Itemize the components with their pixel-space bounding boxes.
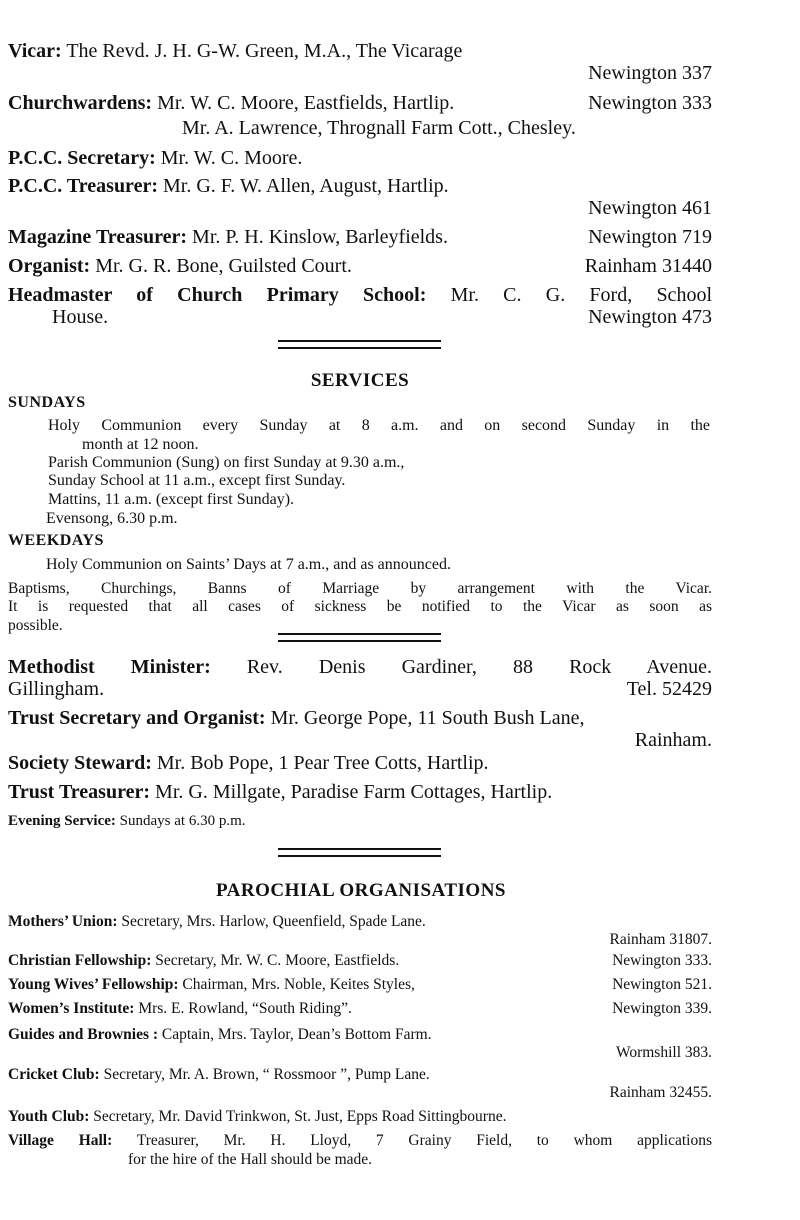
christian-fellowship-text: Secretary, Mr. W. C. Moore, Eastfields. [155,952,400,969]
mothers-union-phone: Rainham 31807. [609,931,712,948]
womens-institute-line [8,1000,712,1018]
organist-label: Organist: [8,255,91,277]
sunday-service-line: Mattins, 11 a.m. (except first Sunday). [48,491,295,508]
services-note-line: It is requested that all cases of sickness be notified to the Vicar as soon as [8,598,712,615]
churchwardens-line1: Mr. W. C. Moore, Eastfields, Hartlip. [157,92,455,114]
methodist-minister-text2: Gillingham. [8,678,105,700]
trust-treasurer-label: Trust Treasurer: [8,781,151,803]
churchwardens-label: Churchwardens: [8,92,153,114]
cricket-label: Cricket Club: [8,1066,100,1083]
pcc-secretary-label: P.C.C. Secretary: [8,147,156,169]
methodist-minister-line2 [8,678,712,701]
methodist-minister-label: Methodist Minister: [8,656,211,678]
young-wives-label: Young Wives’ Fellowship: [8,976,179,993]
christian-fellowship-label: Christian Fellowship: [8,952,152,969]
divider-rule [278,633,441,642]
christian-fellowship-line [8,952,712,970]
trust-treasurer-line [8,781,712,804]
services-note-line: Baptisms, Churchings, Banns of Marriage by arrangement with the Vicar. [8,580,712,597]
womens-institute-label: Women’s Institute: [8,1000,135,1017]
sunday-service-line: Sunday School at 11 a.m., except first Sunday. [48,472,346,489]
vicar-line [8,40,712,63]
young-wives-phone: Newington 521. [612,976,712,993]
mothers-union-text: Secretary, Mrs. Harlow, Queenfield, Spade Lane. [121,913,426,930]
headmaster-text2: House. [52,306,109,328]
sunday-service-line: Holy Communion every Sunday at 8 a.m. and on second Sunday in the [48,417,710,434]
churchwardens-line [8,92,712,115]
headmaster-line [8,284,712,307]
methodist-minister-line [8,656,712,679]
pcc-secretary-text: Mr. W. C. Moore. [160,147,303,169]
womens-institute-text: Mrs. E. Rowland, “South Riding”. [138,1000,352,1017]
organist-phone: Rainham 31440 [584,255,712,277]
evening-service-line [8,812,712,830]
divider-rule [278,848,441,857]
weekday-service-line: Holy Communion on Saints’ Days at 7 a.m., and as announced. [46,556,451,573]
sunday-service-line: Parish Communion (Sung) on first Sunday at 9.30 a.m., [48,454,405,471]
headmaster-phone: Newington 473 [588,306,712,328]
cricket-phone: Rainham 32455. [609,1084,712,1101]
womens-institute-phone: Newington 339. [612,1000,712,1017]
guides-phone: Wormshill 383. [615,1044,712,1061]
headmaster-line2 [8,306,712,329]
society-steward-text: Mr. Bob Pope, 1 Pear Tree Cotts, Hartlip. [156,752,489,774]
trust-secretary-text2: Rainham. [634,729,712,751]
guides-label: Guides and Brownies : [8,1026,159,1043]
pcc-treasurer-label: P.C.C. Treasurer: [8,175,158,197]
magazine-treasurer-label: Magazine Treasurer: [8,226,188,248]
youth-club-label: Youth Club: [8,1108,90,1125]
vicar-label: Vicar: [8,40,62,62]
village-hall-label: Village Hall: [8,1132,113,1149]
youth-club-text: Secretary, Mr. David Trinkwon, St. Just, Epps Road Sittingbourne. [93,1108,507,1125]
vicar-phone: Newington 337 [588,62,712,84]
young-wives-line [8,976,712,994]
headmaster-label: Headmaster of Church Primary School: [8,284,427,306]
services-note-line: possible. [8,617,63,634]
trust-secretary-text: Mr. George Pope, 11 South Bush Lane, [270,707,585,729]
pcc-treasurer-phone: Newington 461 [588,197,712,219]
sundays-label: SUNDAYS [8,394,86,411]
trust-treasurer-text: Mr. G. Millgate, Paradise Farm Cottages, Hartlip. [155,781,553,803]
guides-line [8,1026,712,1044]
sunday-service-line: Evensong, 6.30 p.m. [46,510,178,527]
society-steward-line [8,752,712,775]
village-hall-text: Treasurer, Mr. H. Lloyd, 7 Grainy Field, to whom applications [136,1132,712,1149]
mothers-union-line [8,913,712,931]
sunday-service-line: month at 12 noon. [82,436,199,453]
services-heading: SERVICES [310,370,410,391]
trust-secretary-line [8,707,712,730]
youth-club-line [8,1108,712,1126]
village-hall-line2: for the hire of the Hall should be made. [128,1151,373,1168]
weekdays-label: WEEKDAYS [8,532,104,549]
pcc-treasurer-line [8,175,712,198]
magazine-treasurer-line [8,226,712,249]
organisations-heading: PAROCHIAL ORGANISATIONS [215,880,507,901]
magazine-treasurer-text: Mr. P. H. Kinslow, Barleyfields. [192,226,448,248]
cricket-text: Secretary, Mr. A. Brown, “ Rossmoor ”, Pump Lane. [103,1066,430,1083]
trust-secretary-label: Trust Secretary and Organist: [8,707,266,729]
young-wives-text: Chairman, Mrs. Noble, Keites Styles, [182,976,415,993]
divider-rule [278,340,441,349]
churchwardens-line2: Mr. A. Lawrence, Thrognall Farm Cott., Chesley. [182,117,576,139]
society-steward-label: Society Steward: [8,752,152,774]
vicar-text: The Revd. J. H. G-W. Green, M.A., The Vicarage [66,40,463,62]
guides-text: Captain, Mrs. Taylor, Dean’s Bottom Farm. [161,1026,432,1043]
pcc-treasurer-text: Mr. G. F. W. Allen, August, Hartlip. [163,175,449,197]
methodist-minister-phone: Tel. 52429 [626,678,712,700]
headmaster-text: Mr. C. G. Ford, School [450,284,712,306]
mothers-union-label: Mothers’ Union: [8,913,118,930]
pcc-secretary-line [8,147,712,170]
churchwardens-phone: Newington 333 [588,92,712,114]
organist-line [8,255,712,278]
cricket-line [8,1066,712,1084]
christian-fellowship-phone: Newington 333. [612,952,712,969]
evening-service-text: Sundays at 6.30 p.m. [119,813,246,829]
evening-service-label: Evening Service: [8,813,116,829]
organist-text: Mr. G. R. Bone, Guilsted Court. [95,255,352,277]
methodist-minister-text: Rev. Denis Gardiner, 88 Rock Avenue. [246,656,713,678]
village-hall-line [8,1132,712,1150]
magazine-treasurer-phone: Newington 719 [588,226,712,248]
